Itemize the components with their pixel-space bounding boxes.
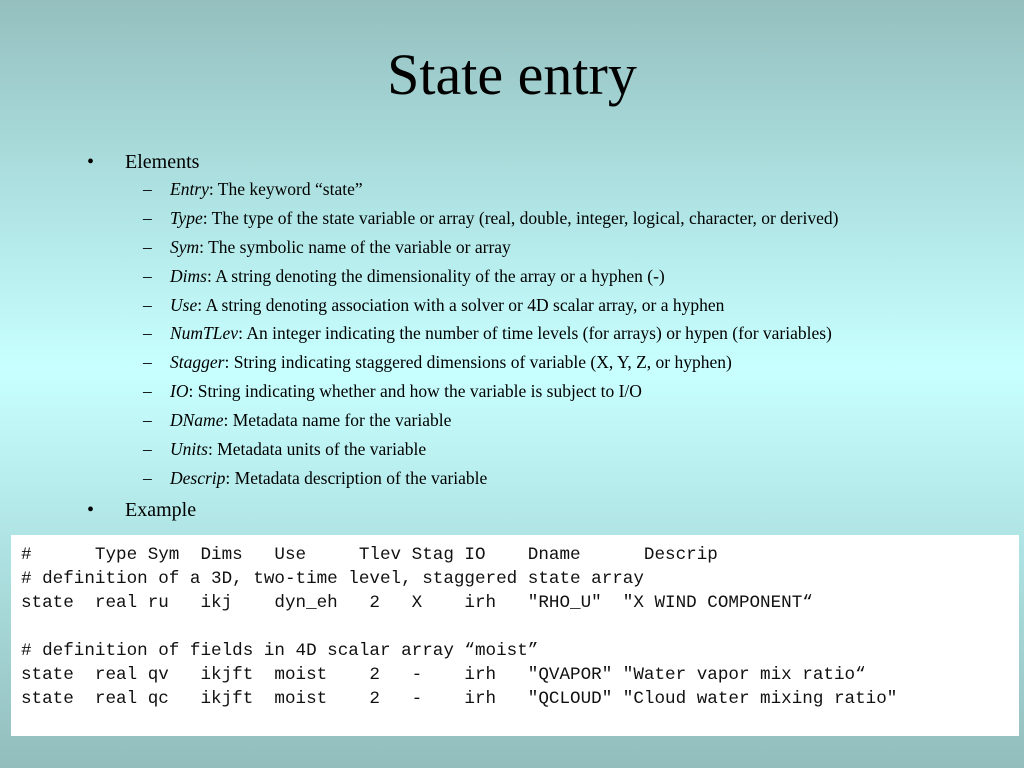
- sub-item-desc: : A string denoting association with a solver or 4D scalar array, or a hyphen: [197, 294, 725, 315]
- sub-item-desc: : A string denoting the dimensionality of the array or a hyphen (-): [206, 265, 665, 286]
- code-line: # definition of fields in 4D scalar array “moist”: [21, 641, 539, 661]
- code-line: # Type Sym Dims Use Tlev Stag IO Dname Descrip: [21, 545, 718, 565]
- sub-item-term: NumTLev: [170, 323, 239, 344]
- sub-item-term: IO: [170, 381, 189, 402]
- code-line: # definition of a 3D, two-time level, staggered state array: [21, 569, 644, 589]
- sub-item-desc: : The type of the state variable or array (real, double, integer, logical, character, or derived): [202, 207, 839, 228]
- dash-marker: –: [143, 381, 152, 402]
- code-line: state real qc ikjft moist 2 - irh "QCLOUD" "Cloud water mixing ratio": [21, 689, 898, 709]
- dash-marker: –: [143, 179, 152, 199]
- code-example-box: [11, 535, 1019, 736]
- sub-item-desc: : String indicating whether and how the variable is subject to I/O: [188, 381, 642, 402]
- dash-marker: –: [143, 467, 152, 488]
- dash-marker: –: [143, 352, 152, 373]
- slide-title: State entry: [387, 42, 637, 107]
- sub-item-desc: : An integer indicating the number of time levels (for arrays) or hypen (for variables): [238, 323, 832, 344]
- sub-item-desc: : Metadata name for the variable: [223, 410, 452, 431]
- sub-item-term: Stagger: [170, 352, 225, 373]
- sub-item-term: Type: [170, 207, 203, 228]
- dash-marker: –: [143, 410, 152, 431]
- sub-item-term: Sym: [170, 236, 200, 257]
- code-line: state real qv ikjft moist 2 - irh "QVAPOR" "Water vapor mix ratio“: [21, 665, 866, 685]
- sub-item-desc: : The symbolic name of the variable or array: [199, 236, 511, 257]
- sub-item-term: Dims: [170, 265, 207, 286]
- sub-item-desc: : The keyword “state”: [208, 179, 363, 199]
- sub-item-desc: : Metadata units of the variable: [207, 439, 427, 460]
- bullet-marker: •: [87, 499, 95, 521]
- sub-item-term: DName: [170, 410, 224, 431]
- dash-marker: –: [143, 207, 152, 228]
- sub-item-term: Descrip: [170, 467, 226, 488]
- dash-marker: –: [143, 294, 152, 315]
- sub-item-term: Units: [170, 439, 208, 460]
- sub-item-term: Use: [170, 294, 198, 315]
- sub-item-desc: : String indicating staggered dimensions of variable (X, Y, Z, or hyphen): [224, 352, 732, 373]
- dash-marker: –: [143, 323, 152, 344]
- bullet-marker: •: [87, 151, 95, 173]
- dash-marker: –: [143, 265, 152, 286]
- dash-marker: –: [143, 236, 152, 257]
- bullet-example-label: Example: [125, 499, 197, 521]
- dash-marker: –: [143, 439, 152, 460]
- code-line: [21, 615, 1019, 639]
- code-line: state real ru ikj dyn_eh 2 X irh "RHO_U" "X WIND COMPONENT“: [21, 593, 813, 613]
- sub-item-term: Entry: [170, 179, 209, 199]
- sub-item-desc: : Metadata description of the variable: [225, 467, 488, 488]
- bullet-elements-label: Elements: [125, 151, 200, 173]
